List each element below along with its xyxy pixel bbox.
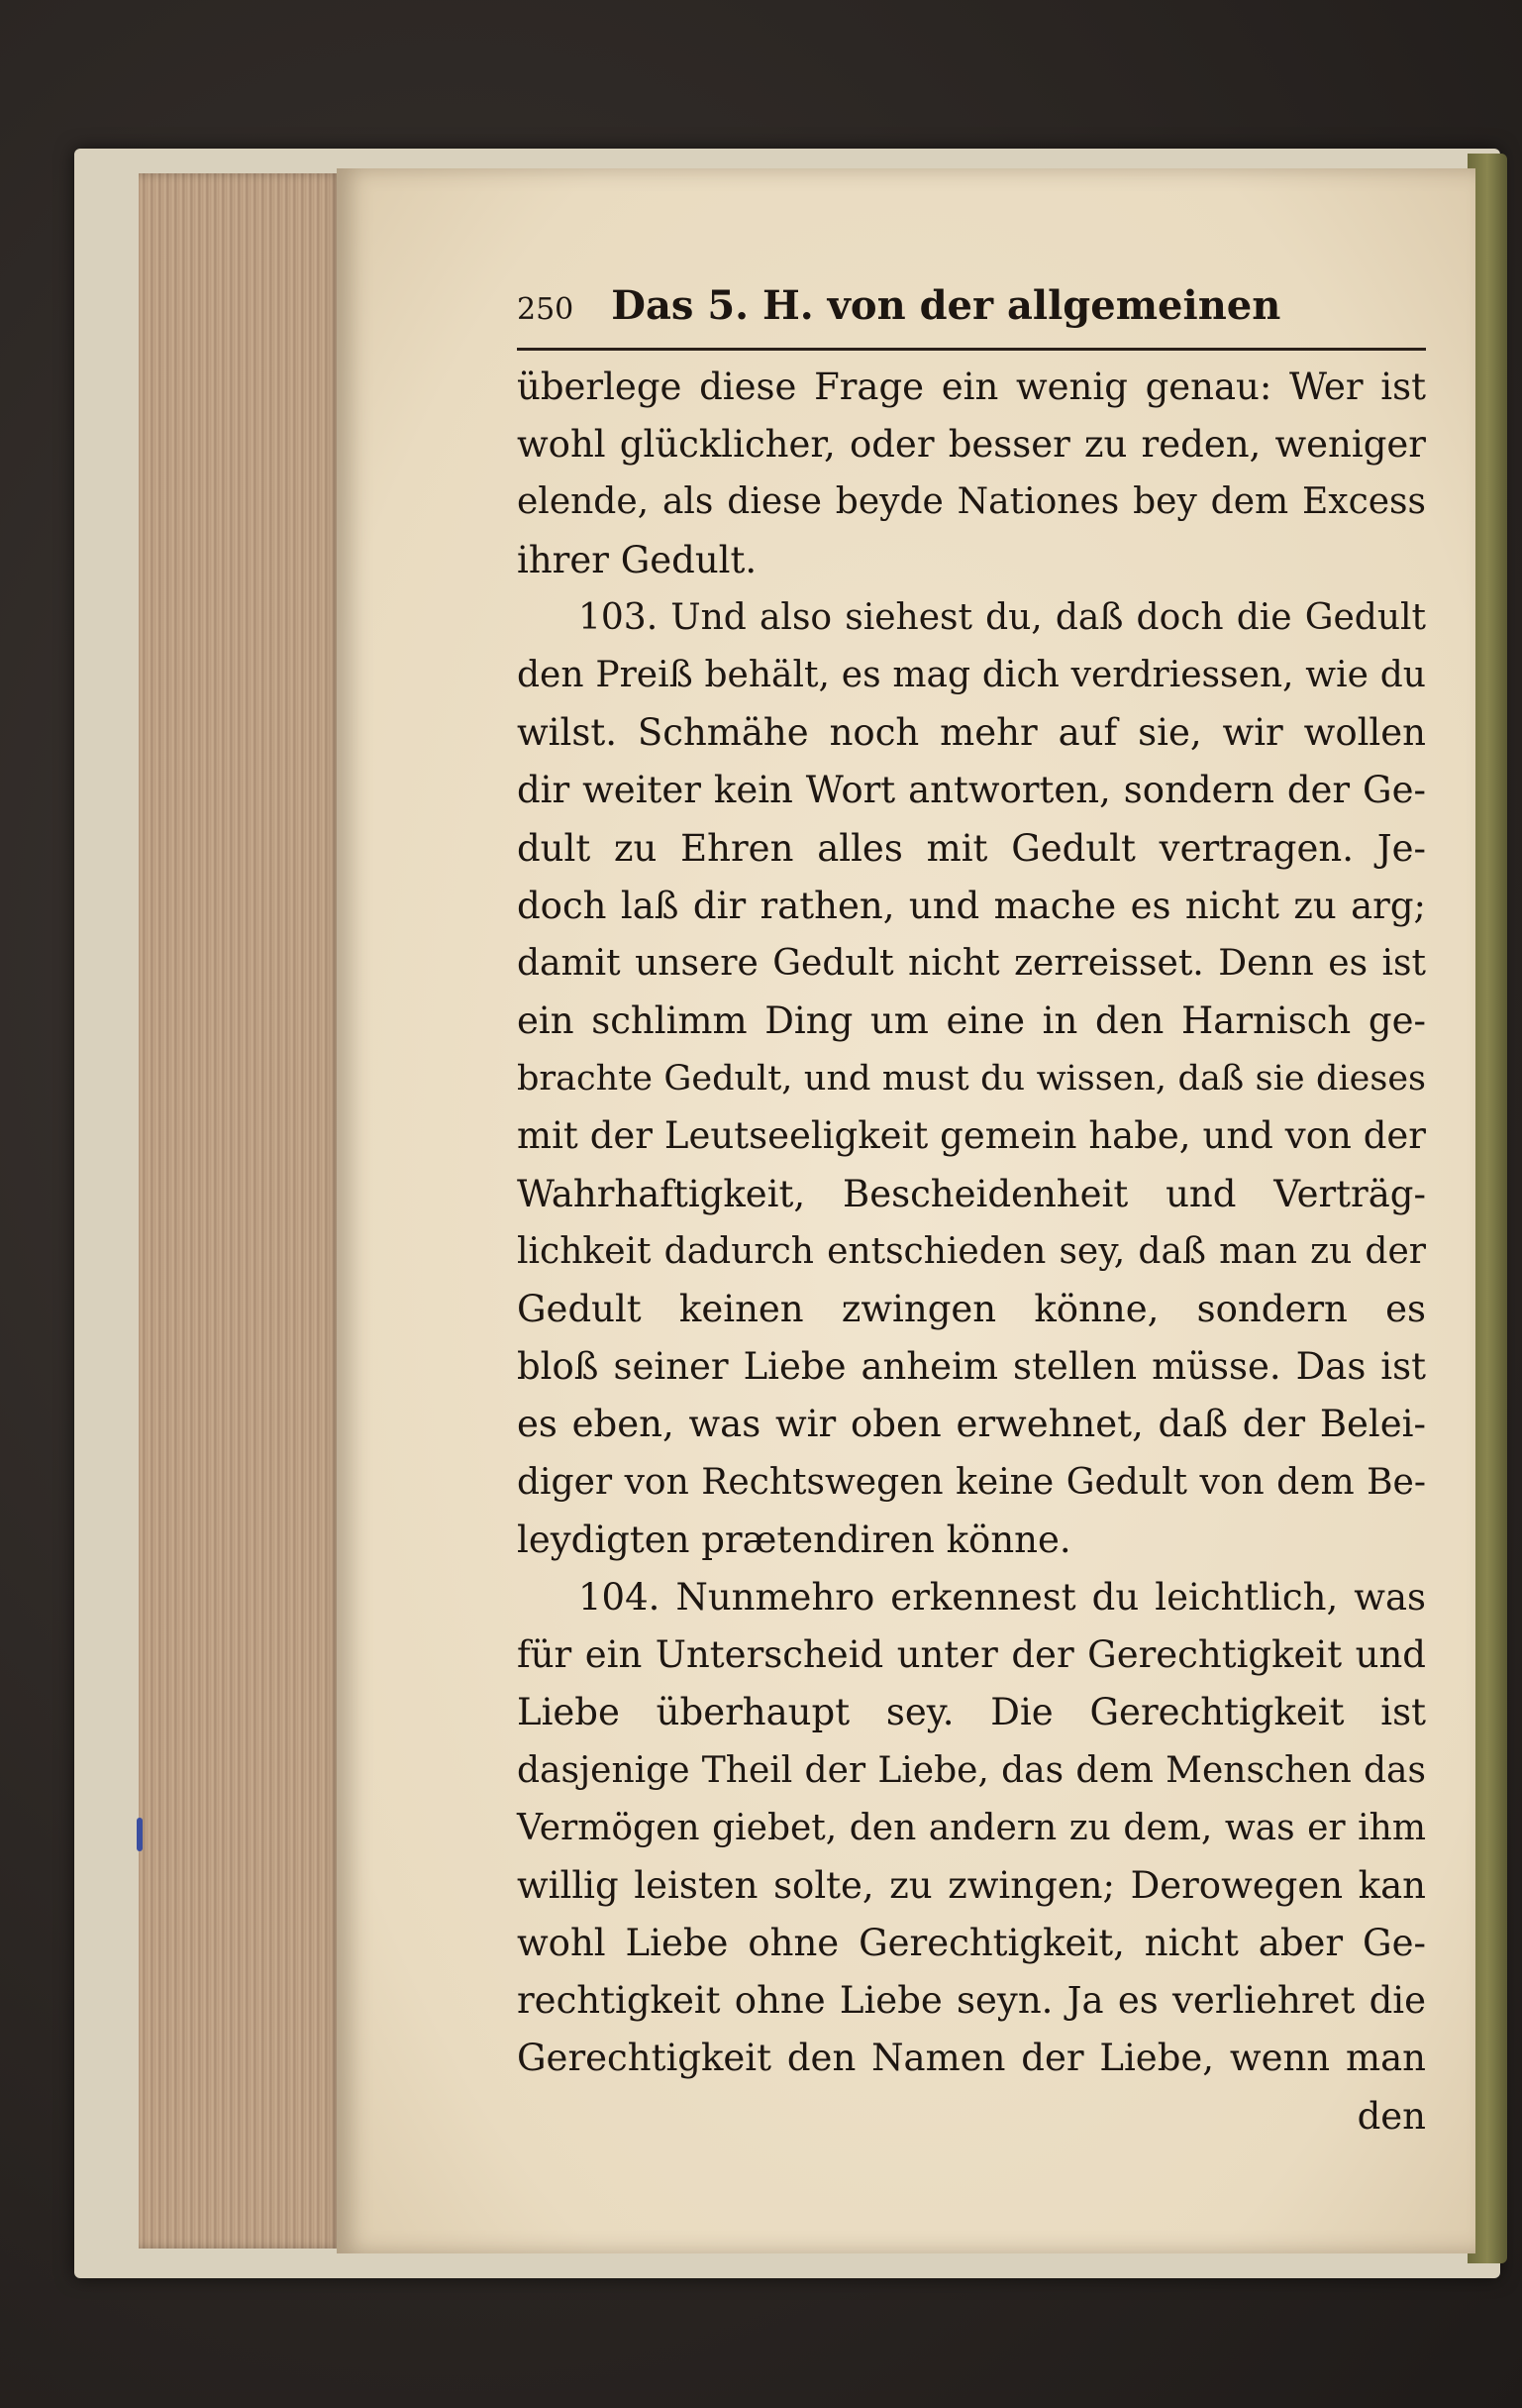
page-number: 250 xyxy=(517,292,574,327)
header-rule xyxy=(517,348,1426,351)
page-block-edge xyxy=(139,173,342,2249)
text-line: wohl glücklicher, oder besser zu reden, weniger xyxy=(517,423,1426,467)
text-line: elende, als diese beyde Nationes bey dem Excess xyxy=(517,481,1426,523)
text-line: 103. Und also siehest du, daß doch die Gedult xyxy=(578,596,1426,638)
text-line: Wahrhaftigkeit, Bescheidenheit und Verträg- xyxy=(517,1172,1426,1215)
text-line: bloß seiner Liebe anheim stellen müsse. Das ist xyxy=(517,1345,1426,1389)
text-line: überlege diese Frage ein wenig genau: Wer ist xyxy=(517,366,1426,408)
text-line: Gerechtigkeit den Namen der Liebe, wenn man xyxy=(517,2037,1426,2080)
text-line: den Preiß behält, es mag dich verdriessen, wie du xyxy=(517,654,1426,695)
text-line: 104. Nunmehro erkennest du leichtlich, was xyxy=(578,1575,1426,1619)
text-line: leydigten prætendiren könne. xyxy=(517,1518,1071,1561)
text-line: brachte Gedult, und must du wissen, daß sie dieses xyxy=(517,1059,1426,1099)
text-line: Vermögen giebet, den andern zu dem, was er ihm xyxy=(517,1807,1426,1848)
text-line: ein schlimm Ding um eine in den Harnisch ge- xyxy=(517,999,1426,1043)
text-line: wilst. Schmähe noch mehr auf sie, wir wollen xyxy=(517,711,1426,755)
ink-mark xyxy=(137,1818,143,1851)
text-line: es eben, was wir oben erwehnet, daß der Belei- xyxy=(517,1403,1426,1446)
text-block xyxy=(517,282,1426,2146)
text-line: damit unsere Gedult nicht zerreisset. Denn es ist xyxy=(517,942,1426,984)
text-line: wohl Liebe ohne Gerechtigkeit, nicht aber Ge- xyxy=(517,1922,1426,1965)
text-line: Gedult keinen zwingen könne, sondern es xyxy=(517,1288,1426,1330)
text-line: willig leisten solte, zu zwingen; Derowegen kan xyxy=(517,1863,1426,1907)
text-line: mit der Leutseeligkeit gemein habe, und von der xyxy=(517,1114,1426,1158)
text-line: ihrer Gedult. xyxy=(517,538,758,581)
catchword: den xyxy=(1357,2094,1426,2138)
text-line: dir weiter kein Wort antworten, sondern der Ge- xyxy=(517,769,1426,812)
text-line: lichkeit dadurch entschieden sey, daß man zu der xyxy=(517,1230,1426,1272)
running-header xyxy=(517,282,1426,342)
text-line: dasjenige Theil der Liebe, das dem Menschen das xyxy=(517,1749,1426,1791)
text-line: rechtigkeit ohne Liebe seyn. Ja es verliehret die xyxy=(517,1979,1426,2023)
text-line: doch laß dir rathen, und mache es nicht zu arg; xyxy=(517,884,1426,927)
running-title: Das 5. H. von der allgemeinen xyxy=(611,282,1281,329)
text-line: Liebe überhaupt sey. Die Gerechtigkeit ist xyxy=(517,1691,1426,1734)
text-line: für ein Unterscheid unter der Gerechtigkeit und xyxy=(517,1633,1426,1677)
book-page xyxy=(337,168,1475,2253)
text-line: dult zu Ehren alles mit Gedult vertragen. Je- xyxy=(517,826,1426,870)
text-line: diger von Rechtswegen keine Gedult von dem Be- xyxy=(517,1461,1426,1503)
